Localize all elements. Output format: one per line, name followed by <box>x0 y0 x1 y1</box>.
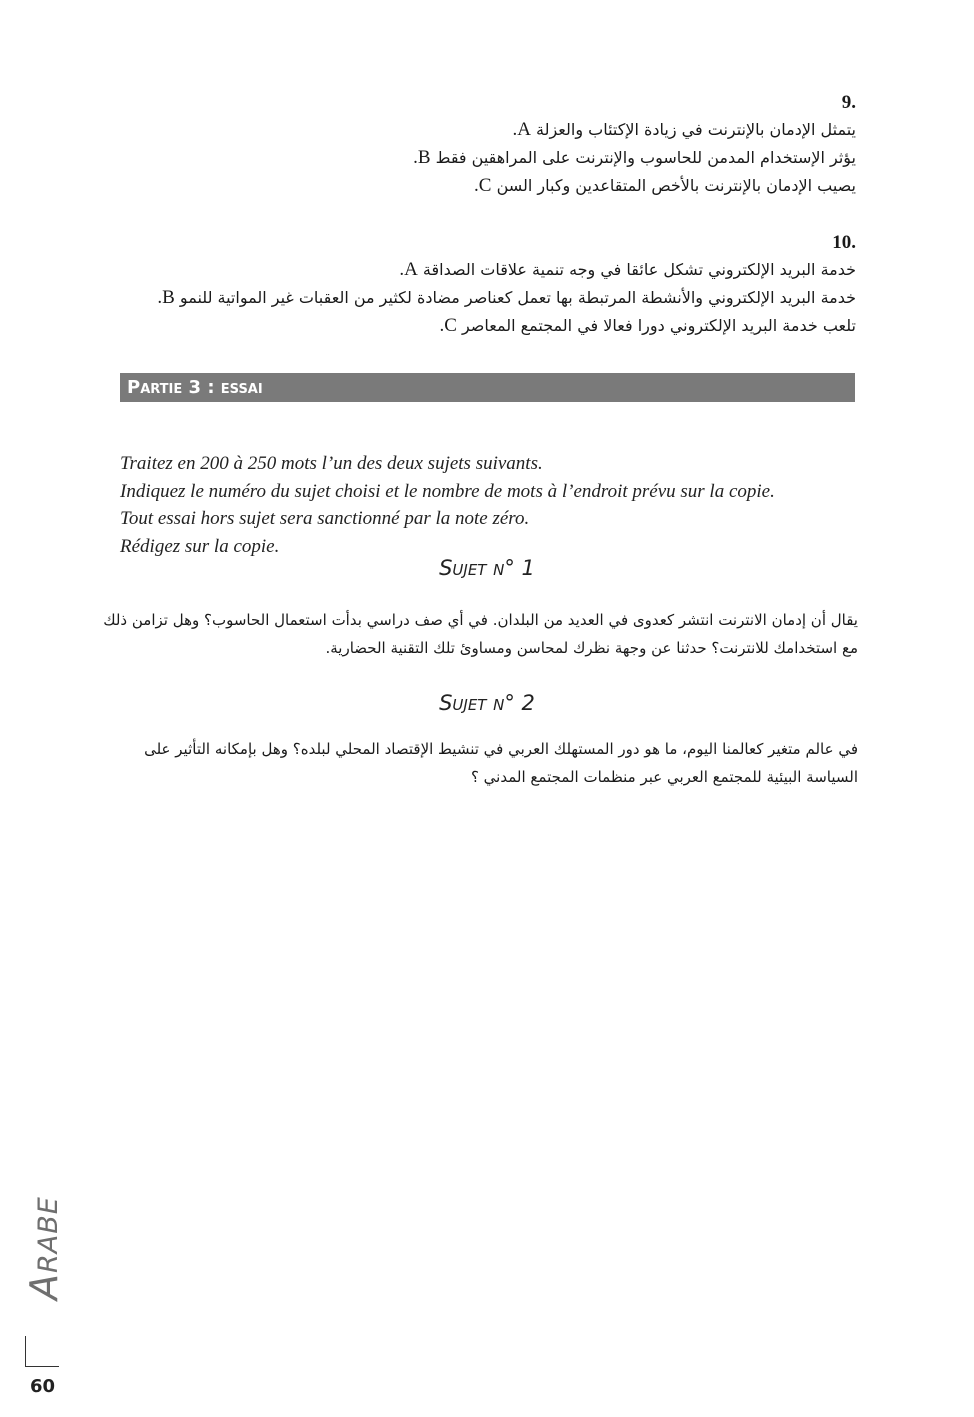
option-text: يصيب الإدمان بالإنترنت بالأخص المتقاعدين وكبار السن <box>496 176 856 195</box>
question-9 <box>96 90 856 200</box>
sujet-1-text: يقال أن إدمان الانترنت انتشر كعدوى في العديد من البلدان. في أي صف دراسي بدأت استعمال الحاسوب؟ وهل تزامن ذلك مع استخدامك للانترنت؟ حدثنا عن وجهة نظرك لمحاسن ومساوئ تلك التقنية الحضارية. <box>103 611 858 657</box>
side-label-text: Arabe <box>22 1196 66 1300</box>
question-number: 10. <box>832 232 856 253</box>
option-letter: C. <box>439 315 457 336</box>
option-letter: B. <box>157 287 175 308</box>
sujet-title-text: Sujet n° 1 <box>439 556 535 580</box>
option-c <box>96 312 856 340</box>
side-label <box>22 1196 66 1300</box>
question-10 <box>96 230 856 340</box>
option-a <box>96 256 856 284</box>
sujet-2-title <box>0 691 974 715</box>
option-text: تلعب خدمة البريد الإلكتروني دورا فعالا في المجتمع المعاصر <box>461 316 856 335</box>
option-text: خدمة البريد الإلكتروني والأنشطة المرتبطة بها تعمل كعناصر مضادة لكثير من العقبات غير المواتية للنمو <box>179 288 856 307</box>
sujet-2-text: في عالم متغير كعالمنا اليوم، ما هو دور المستهلك العربي في تنشيط الإقتصاد المحلي لبلده؟ وهل بإمكانه التأثير على السياسة البيئية للمجتمع العربي عبر منظمات المجتمع المدني ؟ <box>144 740 858 786</box>
question-number: 9. <box>841 92 856 113</box>
section-header <box>120 373 855 402</box>
instruction-line: Tout essai hors sujet sera sanctionné par la note zéro. <box>120 508 530 529</box>
sujet-title-text: Sujet n° 2 <box>439 691 535 715</box>
option-a <box>96 116 856 144</box>
corner-divider-vertical <box>25 1336 26 1366</box>
option-text: يؤثر الإستخدام المدمن للحاسوب والإنترنت على المراهقين فقط <box>435 148 856 167</box>
instructions <box>120 450 860 560</box>
instruction-line: Indiquez le numéro du sujet choisi et le nombre de mots à l’endroit prévu sur la copie. <box>120 480 775 502</box>
instruction-line: Traitez en 200 à 250 mots l’un des deux sujets suivants. <box>120 453 543 474</box>
option-text: خدمة البريد الإلكتروني تشكل عائقا في وجه تنمية علاقات الصداقة <box>422 260 856 279</box>
sujet-1-title <box>0 556 974 580</box>
option-text: يتمثل الإدمان بالإنترنت في زيادة الإكتئاب والعزلة <box>536 120 856 139</box>
option-b <box>96 144 856 172</box>
instruction-line: Rédigez sur la copie. <box>120 535 280 557</box>
section-title: Partie 3 : essai <box>127 377 263 398</box>
option-letter: C. <box>474 175 492 196</box>
corner-divider-horizontal <box>25 1366 59 1367</box>
option-c <box>96 172 856 200</box>
option-letter: A. <box>399 259 418 280</box>
option-letter: B. <box>413 147 431 168</box>
option-letter: A. <box>512 119 531 140</box>
option-b <box>96 284 856 312</box>
page-number: 60 <box>30 1376 56 1397</box>
